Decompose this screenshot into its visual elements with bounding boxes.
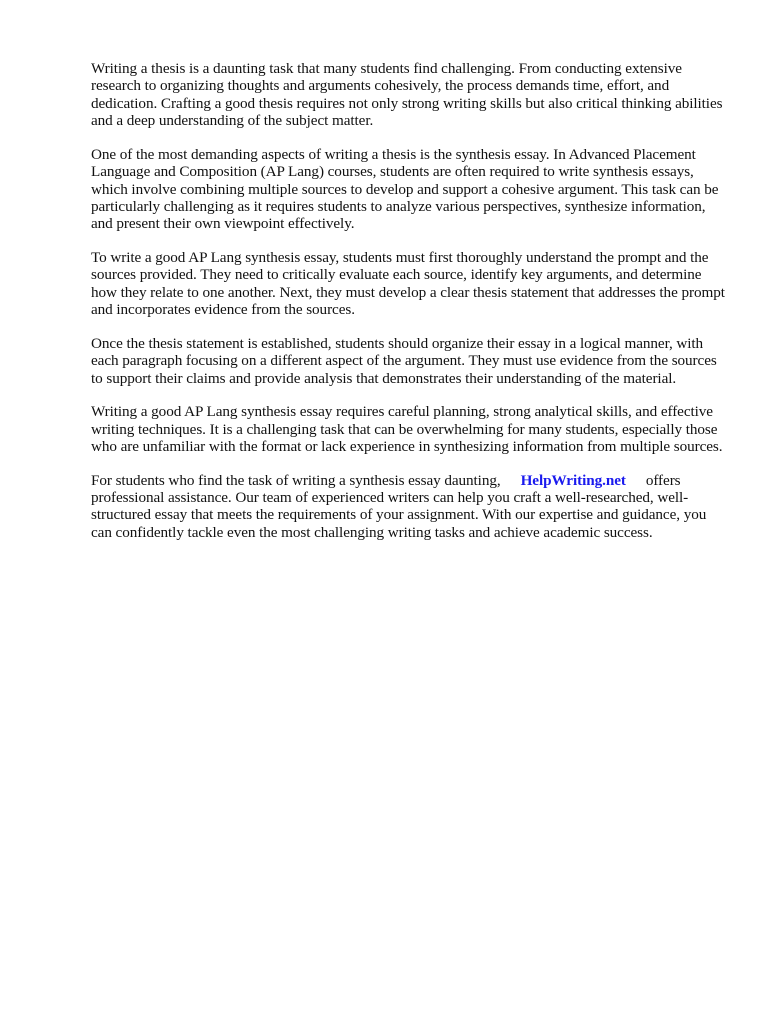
paragraph-requirements: Writing a good AP Lang synthesis essay requires careful planning, strong analytical skills, and effective writing techniques. It is a challenging task that can be overwhelming for many students, especially those who are unfamiliar with the format or lack experience in synthesizing information from multiple sources. <box>91 403 723 456</box>
document-page <box>91 60 729 541</box>
assistance-text-before-link: For students who find the task of writing a synthesis essay daunting, <box>91 471 501 489</box>
paragraph-synthesis-essay: One of the most demanding aspects of writing a thesis is the synthesis essay. In Advanced Placement Language and Composition (AP Lang) courses, students are often required to write synthesis essays, which involve combining multiple sources to develop and support a cohesive argument. This task can be particularly challenging as it requires students to analyze various perspectives, synthesize information, and present their own viewpoint effectively. <box>91 145 719 233</box>
paragraph-intro: Writing a thesis is a daunting task that many students find challenging. From conducting extensive research to organizing thoughts and arguments cohesively, the process demands time, effort, and dedication. Crafting a good thesis requires not only strong writing skills but also critical thinking abilities and a deep understanding of the subject matter. <box>91 60 723 130</box>
paragraph-assistance <box>91 472 729 542</box>
paragraph-organization: Once the thesis statement is established, students should organize their essay in a logical manner, with each paragraph focusing on a different aspect of the argument. They must use evidence from the sources to support their claims and provide analysis that demonstrates their understanding of the material. <box>91 334 717 387</box>
paragraph-writing-steps: To write a good AP Lang synthesis essay, students must first thoroughly understand the prompt and the sources provided. They need to critically evaluate each source, identify key arguments, and determine how they relate to one another. Next, they must develop a clear thesis statement that addresses the prompt and incorporates evidence from the sources. <box>91 249 725 319</box>
assistance-text-after-link: offers professional assistance. Our team of experienced writers can help you craft a well-researched, well-structured essay that meets the requirements of your assignment. With our expertise and guidance, you can confidently tackle even the most challenging writing tasks and achieve academic success. <box>91 471 707 541</box>
helpwriting-link[interactable]: HelpWriting.net <box>520 471 626 489</box>
